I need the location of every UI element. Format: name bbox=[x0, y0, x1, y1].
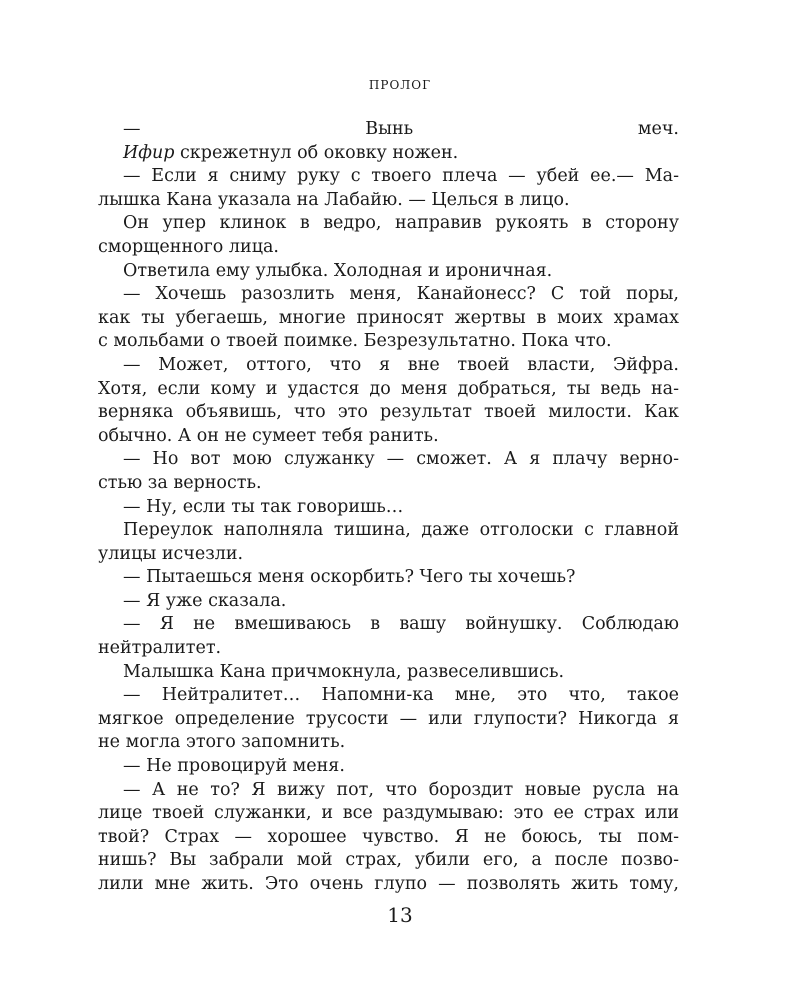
text-line: Хотя, если кому и удастся до меня добраться, ты ведь на- bbox=[98, 378, 679, 399]
text-line: — Но вот мою служанку — сможет. А я плачу верно- bbox=[123, 449, 679, 470]
text-line: стью за верность. bbox=[98, 472, 262, 493]
text-line: нишь? Вы забрали мой страх, убили его, а после позво- bbox=[98, 850, 679, 871]
text-line: улицы исчезли. bbox=[98, 543, 244, 564]
body-text bbox=[98, 118, 679, 897]
text-line: — А не то? Я вижу пот, что бороздит новые русла на bbox=[123, 779, 679, 800]
text-line: — Вынь меч. bbox=[123, 119, 679, 139]
text-line: — Пытаешься меня оскорбить? Чего ты хочешь? bbox=[123, 567, 576, 588]
text-line: Ответила ему улыбка. Холодная и ироничная. bbox=[123, 260, 553, 281]
text-line: Он упер клинок в ведро, направив рукоять в сторону bbox=[123, 213, 679, 234]
text-line: с мольбами о твоей поимке. Безрезультатно. Пока что. bbox=[98, 331, 612, 352]
text-line: сморщенного лица. bbox=[98, 236, 279, 257]
text-line: лышка Кана указала на Лабайю. — Целься в лицо. bbox=[98, 189, 570, 210]
text-rest: скрежетнул об оковку ножен. bbox=[174, 142, 459, 163]
text-line: лице твоей служанки, и все раздумываю: это ее страх или bbox=[98, 803, 679, 824]
text-line: твой? Страх — хорошее чувство. Я не боюсь, ты пом- bbox=[98, 826, 679, 847]
text-line: нейтралитет. bbox=[98, 638, 222, 659]
text-line: лили мне жить. Это очень глупо — позволять жить тому, bbox=[98, 874, 679, 894]
text-line: — Хочешь разозлить меня, Канайонесс? С той поры, bbox=[123, 284, 679, 305]
running-head: ПРОЛОГ bbox=[368, 78, 432, 92]
text-line: — Нейтралитет… Напомни-ка мне, это что, такое bbox=[123, 685, 679, 706]
text-italic: Ифир bbox=[123, 142, 175, 163]
text-line: Переулок наполняла тишина, даже отголоски с главной bbox=[123, 520, 679, 541]
text-line: обычно. А он не сумеет тебя ранить. bbox=[98, 425, 439, 446]
text-line: Малышка Кана причмокнула, развеселившись. bbox=[123, 661, 565, 682]
text-line: — Не провоцируй меня. bbox=[123, 756, 345, 777]
text-line: — Если я сниму руку с твоего плеча — убей ее.— Ма- bbox=[123, 166, 679, 187]
page-number: 13 bbox=[387, 903, 413, 927]
text-line: — Я не вмешиваюсь в вашу войнушку. Соблюдаю bbox=[123, 614, 679, 635]
text-line: как ты убегаешь, многие приносят жертвы в моих храмах bbox=[98, 307, 679, 328]
text-line: — Может, оттого, что я вне твоей власти, Эйфра. bbox=[123, 354, 679, 375]
text-line: — Ну, если ты так говоришь… bbox=[123, 496, 404, 517]
text-line: — Я уже сказала. bbox=[123, 590, 287, 611]
text-line: не могла этого запомнить. bbox=[98, 732, 346, 753]
text-line: мягкое определение трусости — или глупости? Никогда я bbox=[98, 708, 679, 729]
text-line bbox=[123, 142, 679, 166]
text-line: верняка объявишь, что это результат твоей милости. Как bbox=[98, 402, 679, 423]
